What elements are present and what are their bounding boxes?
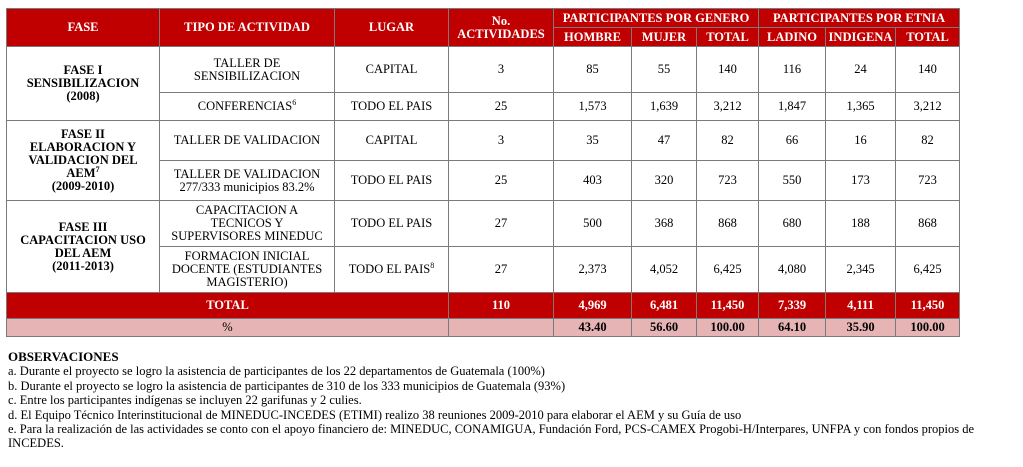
table-row (7, 201, 960, 247)
observations (8, 350, 1018, 451)
no-cell: 25 (449, 93, 554, 121)
col-fase: FASE (7, 9, 160, 47)
hombre-cell: 2,373 (554, 247, 632, 293)
activities-table (6, 8, 960, 337)
indigena-cell: 188 (826, 201, 896, 247)
ladino-cell: 116 (759, 47, 826, 93)
total-no: 110 (449, 293, 554, 319)
total-genero-cell: 723 (697, 161, 759, 201)
total-genero-cell: 3,212 (697, 93, 759, 121)
col-lugar: LUGAR (335, 9, 449, 47)
col-hombre: HOMBRE (554, 28, 632, 47)
indigena-cell: 1,365 (826, 93, 896, 121)
total-mujer: 6,481 (632, 293, 697, 319)
table-row (7, 47, 960, 93)
note-a: a. Durante el proyecto se logro la asistencia de participantes de los 22 departamentos de Guatemala (100%) (8, 364, 545, 379)
tipo-cell: TALLER DE VALIDACION 277/333 municipios 83.2% (160, 161, 335, 201)
col-mujer: MUJER (632, 28, 697, 47)
note-d: d. El Equipo Técnico Interinstitucional de MINEDUC-INCEDES (ETIMI) realizo 38 reuniones 2009-2010 para elaborar el AEM y su Guía de uso (8, 407, 742, 422)
tipo-cell: FORMACION INICIAL DOCENTE (ESTUDIANTES MAGISTERIO) (160, 247, 335, 293)
group-etnia: PARTICIPANTES POR ETNIA (759, 9, 960, 28)
col-indigena: INDIGENA (826, 28, 896, 47)
lugar-cell: TODO EL PAIS$^8$ (335, 247, 449, 293)
hombre-cell: 500 (554, 201, 632, 247)
col-tipo: TIPO DE ACTIVIDAD (160, 9, 335, 47)
mujer-cell: 4,052 (632, 247, 697, 293)
indigena-cell: 16 (826, 121, 896, 161)
no-cell: 27 (449, 247, 554, 293)
col-total-genero: TOTAL (697, 28, 759, 47)
table-row (7, 121, 960, 161)
total-etnia-cell: 6,425 (896, 247, 960, 293)
phase-cell: FASE I SENSIBILIZACION (2008) (7, 47, 160, 121)
percent-label: % (7, 319, 449, 337)
ladino-cell: 1,847 (759, 93, 826, 121)
lugar-cell: CAPITAL (335, 47, 449, 93)
percent-indigena: 35.90 (826, 319, 896, 337)
no-cell: 3 (449, 121, 554, 161)
hombre-cell: 403 (554, 161, 632, 201)
percent-mujer: 56.60 (632, 319, 697, 337)
group-genero: PARTICIPANTES POR GENERO (554, 9, 759, 28)
lugar-cell: TODO EL PAIS (335, 201, 449, 247)
tipo-cell: CAPACITACION A TECNICOS Y SUPERVISORES MINEDUC (160, 201, 335, 247)
total-genero-cell: 868 (697, 201, 759, 247)
indigena-cell: 173 (826, 161, 896, 201)
total-etnia-cell: 3,212 (896, 93, 960, 121)
total-etnia: 11,450 (896, 293, 960, 319)
percent-total-etnia: 100.00 (896, 319, 960, 337)
percent-row (7, 319, 960, 337)
total-etnia-cell: 723 (896, 161, 960, 201)
tipo-cell: CONFERENCIAS$^6$ (160, 93, 335, 121)
percent-no (449, 319, 554, 337)
lugar-cell: CAPITAL (335, 121, 449, 161)
hombre-cell: 35 (554, 121, 632, 161)
total-genero: 11,450 (697, 293, 759, 319)
tipo-cell: TALLER DE SENSIBILIZACION (160, 47, 335, 93)
phase-cell: FASE III CAPACITACION USO DEL AEM (2011-2013) (7, 201, 160, 293)
tipo-cell: TALLER DE VALIDACION (160, 121, 335, 161)
col-no-actividades: No. ACTIVIDADES (449, 9, 554, 47)
ladino-cell: 550 (759, 161, 826, 201)
hombre-cell: 1,573 (554, 93, 632, 121)
mujer-cell: 55 (632, 47, 697, 93)
total-etnia-cell: 868 (896, 201, 960, 247)
total-row (7, 293, 960, 319)
phase-cell: FASE II ELABORACION Y VALIDACION DEL AEM$^7$ (2009-2010) (7, 121, 160, 201)
col-ladino: LADINO (759, 28, 826, 47)
lugar-cell: TODO EL PAIS (335, 161, 449, 201)
total-label: TOTAL (7, 293, 449, 319)
ladino-cell: 66 (759, 121, 826, 161)
note-c: c. Entre los participantes indígenas se incluyen 22 garifunas y 2 culies. (8, 393, 362, 408)
mujer-cell: 47 (632, 121, 697, 161)
lugar-cell: TODO EL PAIS (335, 93, 449, 121)
ladino-cell: 4,080 (759, 247, 826, 293)
mujer-cell: 1,639 (632, 93, 697, 121)
total-indigena: 4,111 (826, 293, 896, 319)
mujer-cell: 320 (632, 161, 697, 201)
no-cell: 25 (449, 161, 554, 201)
indigena-cell: 2,345 (826, 247, 896, 293)
total-genero-cell: 140 (697, 47, 759, 93)
total-genero-cell: 82 (697, 121, 759, 161)
no-cell: 27 (449, 201, 554, 247)
total-etnia-cell: 82 (896, 121, 960, 161)
percent-hombre: 43.40 (554, 319, 632, 337)
hombre-cell: 85 (554, 47, 632, 93)
note-e: e. Para la realización de las actividades se conto con el apoyo financiero de: MINEDUC, CONAMIGUA, Fundación Ford, PCS-CAMEX Progobi-H/Interpares, UNFPA y con fondos propios de INCEDES. (8, 422, 975, 451)
total-etnia-cell: 140 (896, 47, 960, 93)
mujer-cell: 368 (632, 201, 697, 247)
total-ladino: 7,339 (759, 293, 826, 319)
col-total-etnia: TOTAL (896, 28, 960, 47)
percent-ladino: 64.10 (759, 319, 826, 337)
no-cell: 3 (449, 47, 554, 93)
indigena-cell: 24 (826, 47, 896, 93)
note-b: b. Durante el proyecto se logro la asistencia de participantes de 310 de los 333 municipios de Guatemala (93%) (8, 378, 566, 393)
observations-title: OBSERVACIONES (8, 349, 119, 364)
total-genero-cell: 6,425 (697, 247, 759, 293)
total-hombre: 4,969 (554, 293, 632, 319)
ladino-cell: 680 (759, 201, 826, 247)
percent-total-genero: 100.00 (697, 319, 759, 337)
